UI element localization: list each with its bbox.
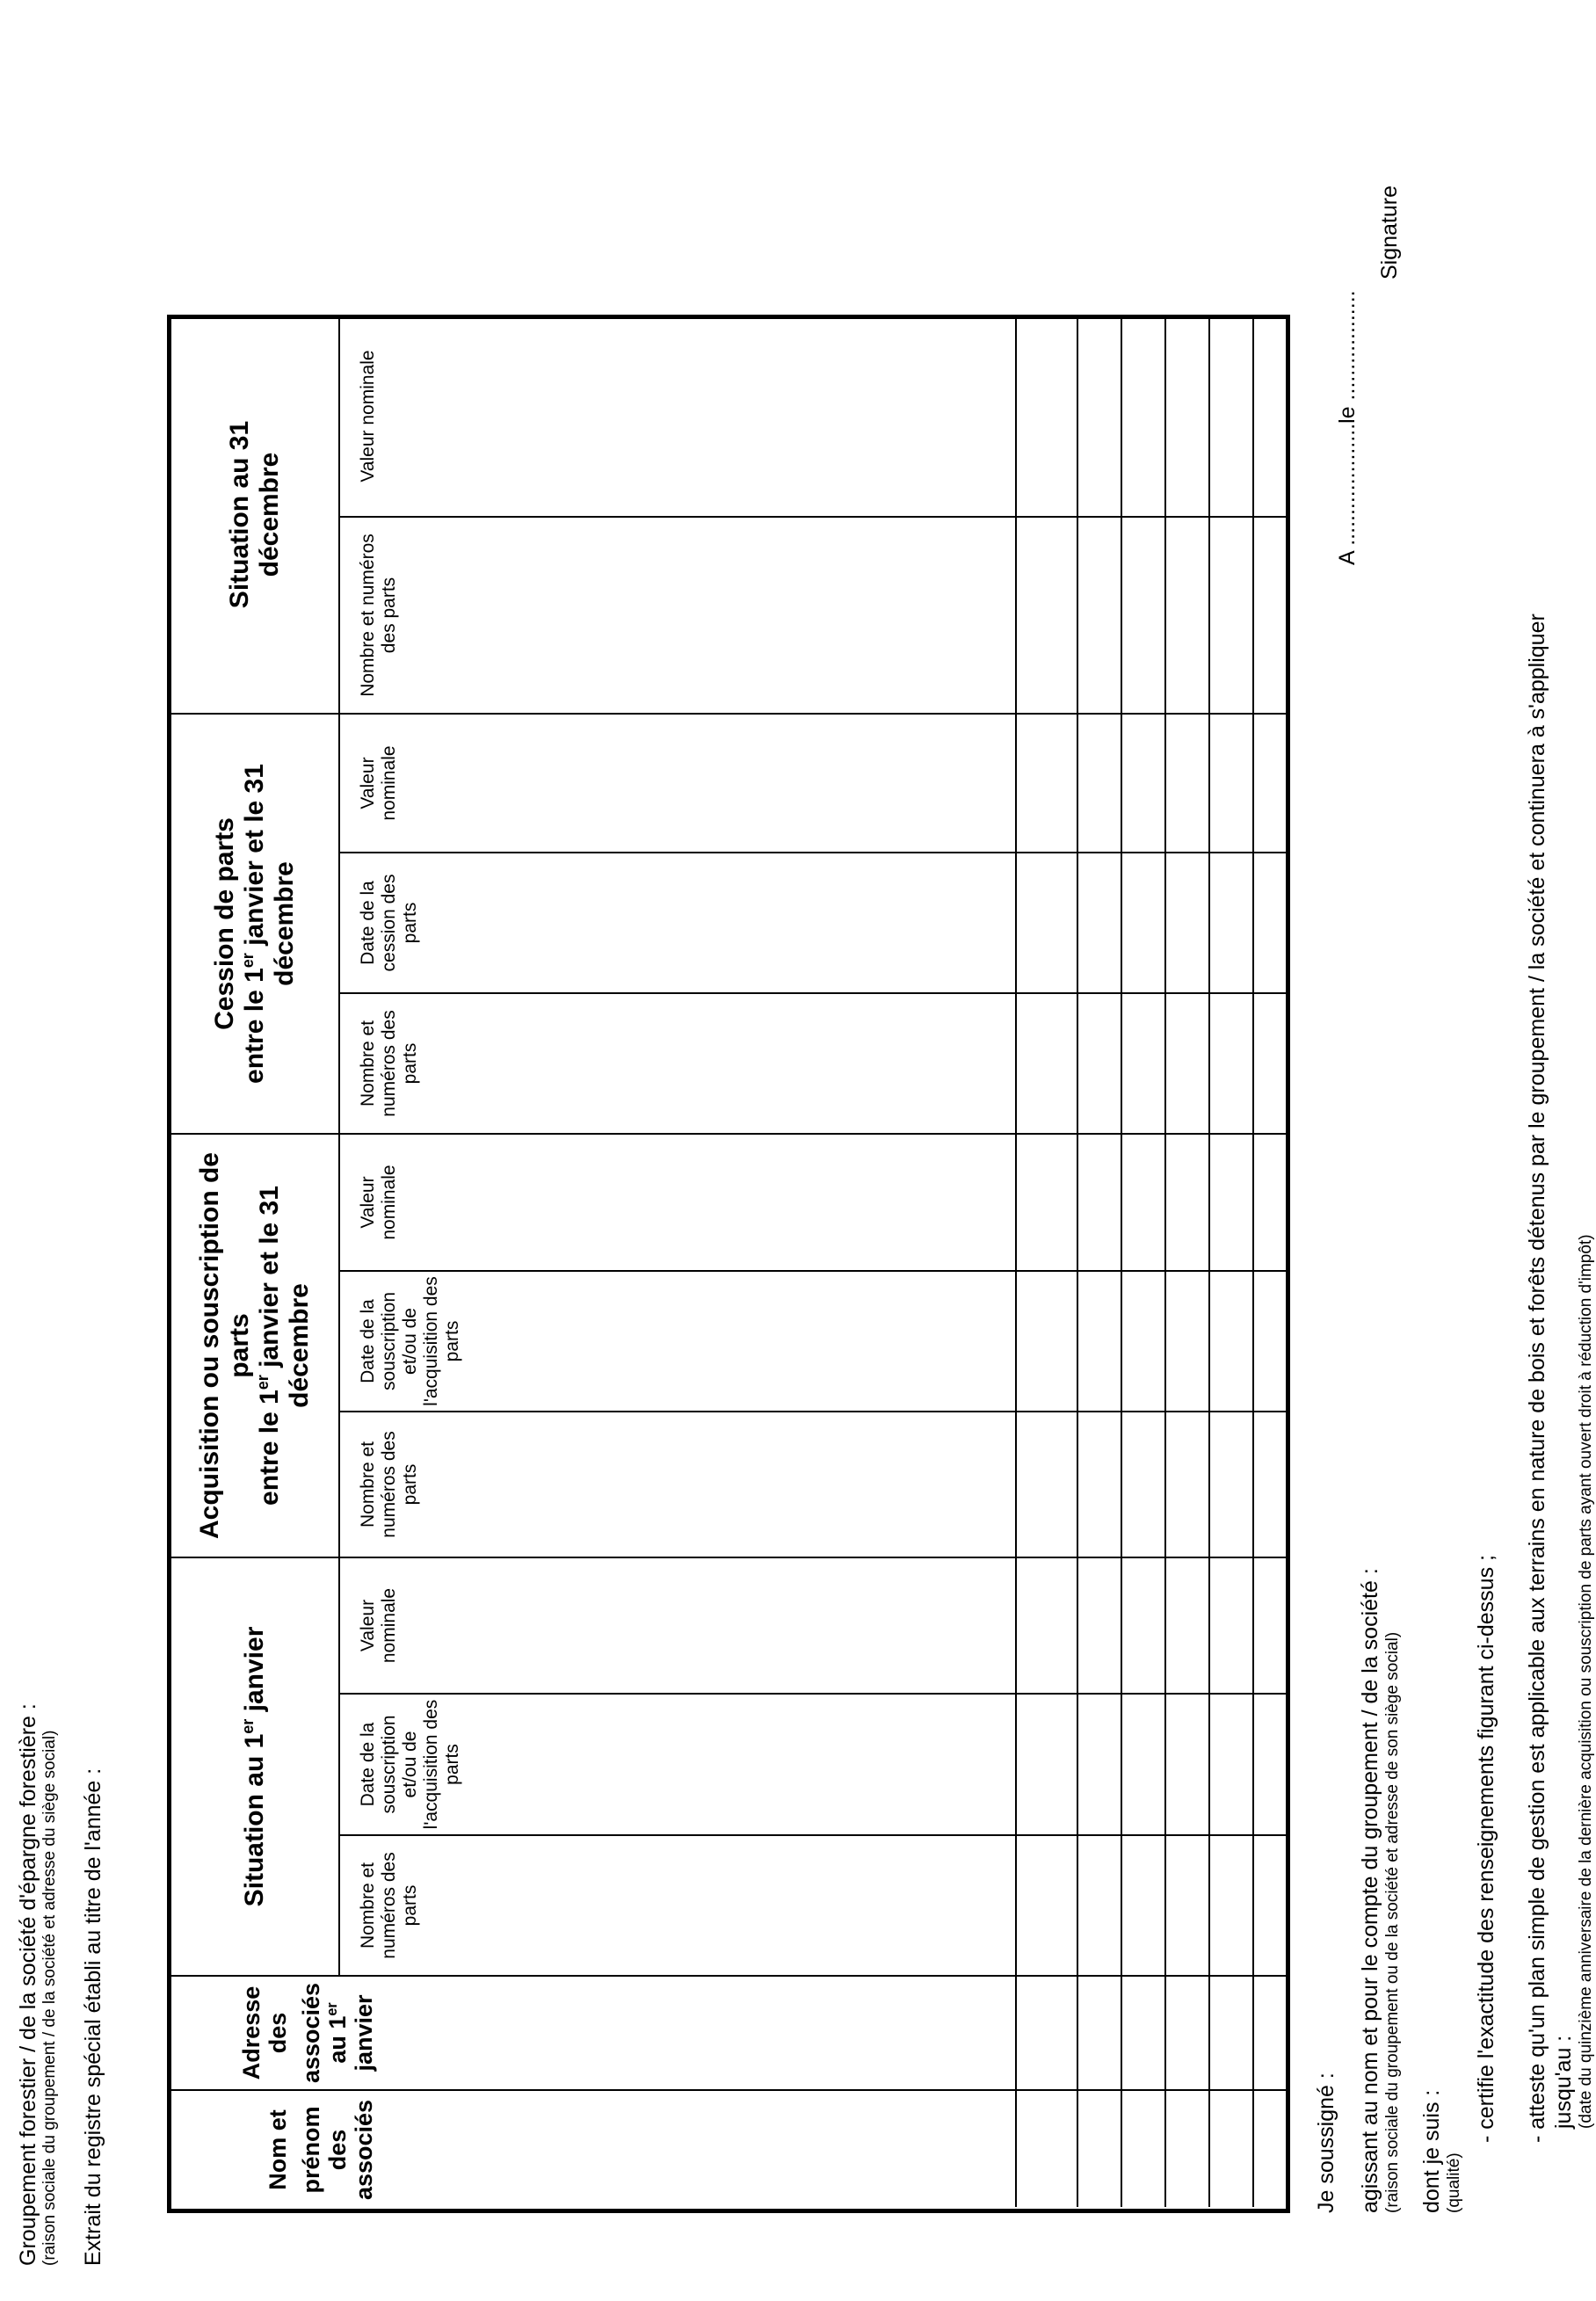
group-situation-jan [171,1558,338,1975]
sub-nombre-dec [340,518,1015,713]
group-cession-line2-post: janvier et le 31 décembre [240,764,299,986]
header-line-group-note: (raison sociale du groupement / de la société et adresse du siège social) [40,1730,59,2266]
group-cession-line2 [240,718,300,1129]
table-row[interactable] [1078,316,1121,2209]
col-address-sup: er [324,2002,340,2016]
sub-valeur-dec [340,316,1015,516]
signature-label: Signature [1377,185,1402,279]
row-divider [1252,316,1254,2207]
sub-date-cession [340,853,1015,992]
sub-date-souscription-acq [340,1272,1015,1411]
declaration-dont-note: (qualité) [1445,2152,1463,2213]
header-line-group: Groupement forestier / de la société d'épargne forestière : [16,1703,40,2266]
sub-valeur-cession [340,715,1015,852]
group-acquisition-line2-sup: er [254,1375,272,1390]
sub-date-cession-text: Date de la cession des parts [358,874,420,972]
declaration-dont-block [1418,2090,1464,2213]
col-name-header-top [189,2091,294,2209]
col-address-text-pre: associés au 1 [298,1982,351,2084]
group-cession-text [210,718,300,1129]
sub-date-souscription-acq-text: Date de la souscription et/ou de l'acquisition des parts [358,1276,462,1406]
signature-place-date: A ....................le .................. [1335,290,1360,565]
group-situation-jan-post: janvier [240,1626,269,1719]
group-cession-line2-pre: entre le 1 [240,968,269,1084]
group-acquisition-line2-pre: entre le 1 [255,1390,284,1506]
group-acquisition-line1: Acquisition ou souscription de parts [195,1152,254,1540]
declaration-agissant-note: (raison sociale du groupement ou de la société et adresse de son siège social) [1383,1631,1402,2213]
col-name-header-top-text: Nom et [265,2109,291,2190]
col-address-text-post: janvier [351,1994,377,2072]
sub-nombre-cession [340,994,1015,1133]
sub-valeur-jan-text: Valeur nominale [358,1587,399,1664]
sub-valeur-cession-text: Valeur nominale [358,745,399,821]
sub-valeur-dec-text: Valeur nominale [358,350,378,483]
table-row[interactable] [1210,316,1252,2209]
sub-date-souscription-jan-text: Date de la souscription et/ou de l'acquisition des parts [358,1699,462,1830]
declaration-certifie: - certifie l'exactitude des renseignements figurant ci-dessus ; [1474,1555,1498,2143]
table-row[interactable] [1017,316,1077,2209]
declaration-jusqu: jusqu'au : [1551,2035,1576,2129]
header-line-register: Extrait du registre spécial établi au titre de l'année : [81,1767,105,2266]
sub-nombre-cession-text: Nombre et numéros des parts [358,1010,420,1117]
declaration-agissant: agissant au nom et pour le compte du groupement / de la société : [1358,1568,1382,2213]
table-row[interactable] [1166,316,1208,2209]
col-name-header [294,2091,1015,2209]
sub-nombre-dec-text: Nombre et numéros des parts [358,534,399,697]
declaration-atteste-block [1524,297,1596,2143]
sub-valeur-acq-text: Valeur nominale [358,1165,399,1240]
declaration-atteste: - atteste qu'un plan simple de gestion est applicable aux terrains en nature de bois et forêts détenus par le groupement / la société et continuera à s'appliquer [1525,613,1549,2143]
group-situation-jan-sup: er [239,1718,257,1734]
group-situation-jan-pre: Situation au 1 [240,1733,269,1907]
group-acquisition-line2-post: janvier et le 31 décembre [255,1186,314,1408]
group-acquisition-line2 [255,1138,315,1553]
declaration-soussigne: Je soussigné : [1314,2072,1338,2213]
group-cession [171,715,338,1133]
sub-nombre-acq-text: Nombre et numéros des parts [358,1431,420,1538]
sub-nombre-acq [340,1412,1015,1557]
col-address-header-top [171,1977,294,2089]
sub-date-souscription-jan [340,1695,1015,1834]
group-cession-line1: Cession de parts [210,817,239,1030]
declaration-agissant-block [1357,1568,1403,2213]
sub-nombre-jan [340,1836,1015,1975]
group-acquisition-text [195,1138,315,1553]
group-situation-jan-text [240,1627,270,1907]
col-address-header-top-text: Adresse des [238,1985,291,2080]
group-cession-line2-sup: er [239,953,257,969]
register-table [167,315,1290,2213]
declaration-dont: dont je suis : [1419,2089,1444,2213]
header-block [16,1703,60,2266]
sub-valeur-acq [340,1135,1015,1270]
sub-valeur-jan [340,1558,1015,1693]
col-address-header [294,1977,1015,2089]
col-name-header-text: prénom des associés [298,2099,377,2201]
col-address-header-text [298,1980,377,2086]
group-situation-dec [171,316,338,713]
sub-nombre-jan-text: Nombre et numéros des parts [358,1852,420,1959]
declaration-jusqu-note: (date du quinzième anniversaire de la dernière acquisition ou souscription de parts ayant ouvert droit à réduction d'impôt) [1577,1234,1595,2129]
group-acquisition [171,1135,338,1557]
group-situation-dec-text: Situation au 31 décembre [225,420,284,609]
table-row[interactable] [1122,316,1164,2209]
